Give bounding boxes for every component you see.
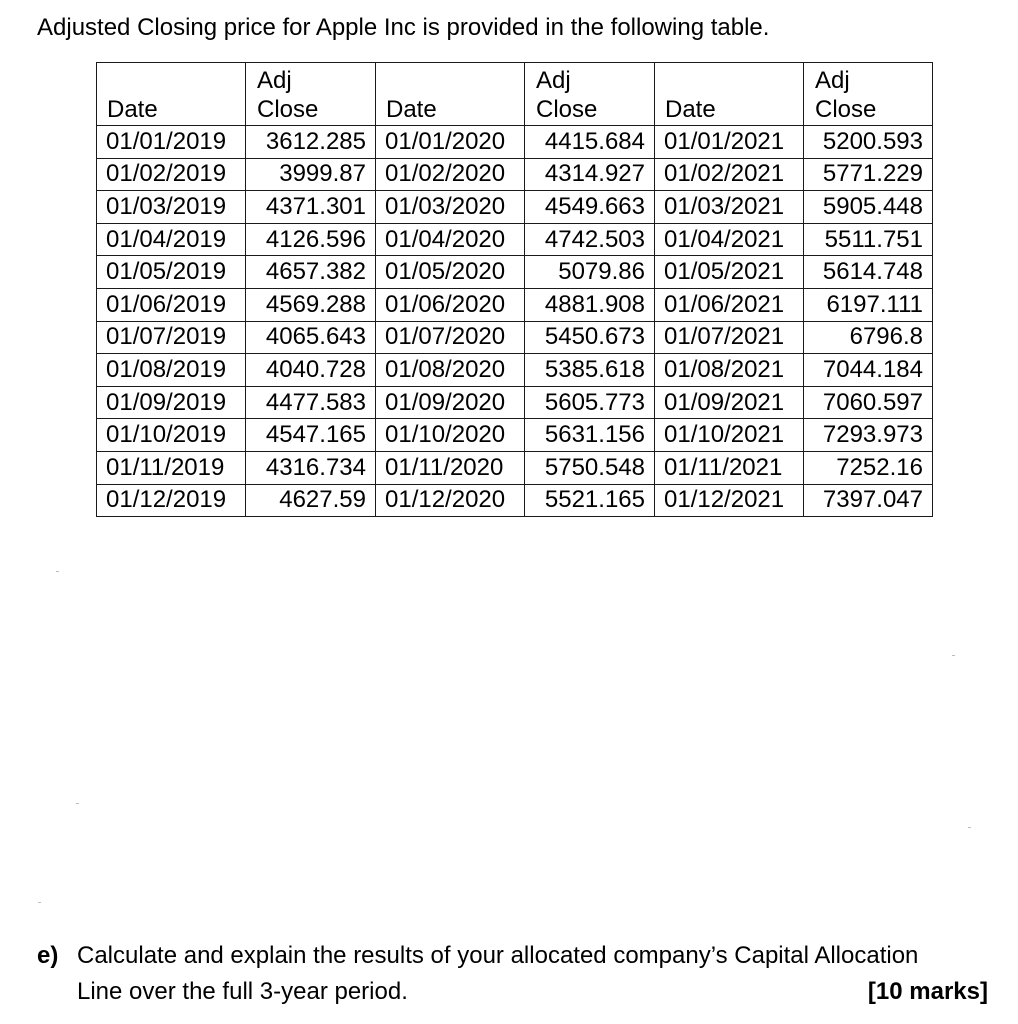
date-cell: 01/10/2019 (97, 419, 246, 452)
date-cell: 01/04/2020 (376, 223, 525, 256)
adj-close-cell: 4477.583 (246, 386, 376, 419)
adj-close-cell: 5521.165 (525, 484, 655, 517)
adj-close-cell: 5750.548 (525, 451, 655, 484)
adj-close-cell: 5605.773 (525, 386, 655, 419)
adj-close-cell: 4569.288 (246, 288, 376, 321)
adj-close-cell: 3612.285 (246, 126, 376, 159)
table-row (97, 354, 933, 387)
date-cell: 01/04/2021 (655, 223, 804, 256)
date-cell: 01/05/2020 (376, 256, 525, 289)
adj-close-cell: 6796.8 (804, 321, 933, 354)
header-date-2021: Date (655, 63, 804, 126)
date-cell: 01/12/2021 (655, 484, 804, 517)
date-cell: 01/08/2020 (376, 354, 525, 387)
adj-close-cell: 4065.643 (246, 321, 376, 354)
header-adj-close-2020: Adj Close (525, 63, 655, 126)
adj-close-cell: 7293.973 (804, 419, 933, 452)
date-cell: 01/11/2021 (655, 451, 804, 484)
date-cell: 01/09/2020 (376, 386, 525, 419)
adj-close-cell: 4316.734 (246, 451, 376, 484)
table-row (97, 223, 933, 256)
date-cell: 01/08/2019 (97, 354, 246, 387)
date-cell: 01/04/2019 (97, 223, 246, 256)
adj-close-cell: 5200.593 (804, 126, 933, 159)
date-cell: 01/02/2020 (376, 158, 525, 191)
question-text-line-2: Line over the full 3-year period. (77, 978, 408, 1005)
table-row (97, 419, 933, 452)
date-cell: 01/01/2020 (376, 126, 525, 159)
date-cell: 01/07/2021 (655, 321, 804, 354)
date-cell: 01/10/2020 (376, 419, 525, 452)
date-cell: 01/06/2020 (376, 288, 525, 321)
table-row (97, 158, 933, 191)
date-cell: 01/11/2019 (97, 451, 246, 484)
date-cell: 01/03/2021 (655, 191, 804, 224)
date-cell: 01/06/2019 (97, 288, 246, 321)
date-cell: 01/02/2021 (655, 158, 804, 191)
adj-close-cell: 4040.728 (246, 354, 376, 387)
table-row (97, 288, 933, 321)
adj-close-cell: 5450.673 (525, 321, 655, 354)
scan-speck (56, 571, 59, 572)
adj-close-cell: 4627.59 (246, 484, 376, 517)
adj-close-cell: 7044.184 (804, 354, 933, 387)
date-cell: 01/11/2020 (376, 451, 525, 484)
scan-speck (76, 803, 79, 804)
table-row (97, 126, 933, 159)
date-cell: 01/03/2019 (97, 191, 246, 224)
table-row (97, 191, 933, 224)
date-cell: 01/08/2021 (655, 354, 804, 387)
date-cell: 01/07/2020 (376, 321, 525, 354)
question-line-2 (37, 974, 988, 1010)
adj-close-cell: 5511.751 (804, 223, 933, 256)
adj-close-cell: 5905.448 (804, 191, 933, 224)
adj-close-cell: 4314.927 (525, 158, 655, 191)
adj-close-cell: 4742.503 (525, 223, 655, 256)
table-row (97, 386, 933, 419)
adj-close-cell: 5079.86 (525, 256, 655, 289)
adj-close-cell: 4657.382 (246, 256, 376, 289)
date-cell: 01/12/2019 (97, 484, 246, 517)
date-cell: 01/09/2019 (97, 386, 246, 419)
date-cell: 01/01/2021 (655, 126, 804, 159)
question-label: e) (37, 942, 59, 969)
adj-close-cell: 7060.597 (804, 386, 933, 419)
question-text-line-1: Calculate and explain the results of your allocated company’s Capital Allocation (77, 942, 919, 969)
question-marks: [10 marks] (867, 978, 988, 1005)
adj-close-cell: 5385.618 (525, 354, 655, 387)
adjusted-close-table (96, 62, 933, 517)
date-cell: 01/01/2019 (97, 126, 246, 159)
date-cell: 01/05/2019 (97, 256, 246, 289)
table-row (97, 451, 933, 484)
date-cell: 01/07/2019 (97, 321, 246, 354)
scan-speck (38, 902, 41, 903)
header-adj-close-2019: Adj Close (246, 63, 376, 126)
adj-close-cell: 3999.87 (246, 158, 376, 191)
adj-close-cell: 4547.165 (246, 419, 376, 452)
date-cell: 01/10/2021 (655, 419, 804, 452)
question-line-1 (37, 938, 988, 974)
date-cell: 01/02/2019 (97, 158, 246, 191)
header-adj-close-2021: Adj Close (804, 63, 933, 126)
adj-close-cell: 6197.111 (804, 288, 933, 321)
table-header-row (97, 63, 933, 126)
adj-close-cell: 5614.748 (804, 256, 933, 289)
date-cell: 01/12/2020 (376, 484, 525, 517)
date-cell: 01/06/2021 (655, 288, 804, 321)
adj-close-cell: 4881.908 (525, 288, 655, 321)
adj-close-cell: 5771.229 (804, 158, 933, 191)
adj-close-cell: 4126.596 (246, 223, 376, 256)
adj-close-cell: 7397.047 (804, 484, 933, 517)
date-cell: 01/05/2021 (655, 256, 804, 289)
date-cell: 01/03/2020 (376, 191, 525, 224)
scan-speck (952, 655, 955, 656)
intro-text: Adjusted Closing price for Apple Inc is provided in the following table. (37, 14, 770, 41)
adj-close-cell: 4549.663 (525, 191, 655, 224)
table-row (97, 256, 933, 289)
header-date-2020: Date (376, 63, 525, 126)
adj-close-cell: 4371.301 (246, 191, 376, 224)
question-e (37, 938, 988, 1010)
header-date-2019: Date (97, 63, 246, 126)
adj-close-cell: 4415.684 (525, 126, 655, 159)
table-row (97, 321, 933, 354)
date-cell: 01/09/2021 (655, 386, 804, 419)
adj-close-cell: 5631.156 (525, 419, 655, 452)
table-row (97, 484, 933, 517)
scan-speck (968, 827, 971, 828)
adj-close-cell: 7252.16 (804, 451, 933, 484)
